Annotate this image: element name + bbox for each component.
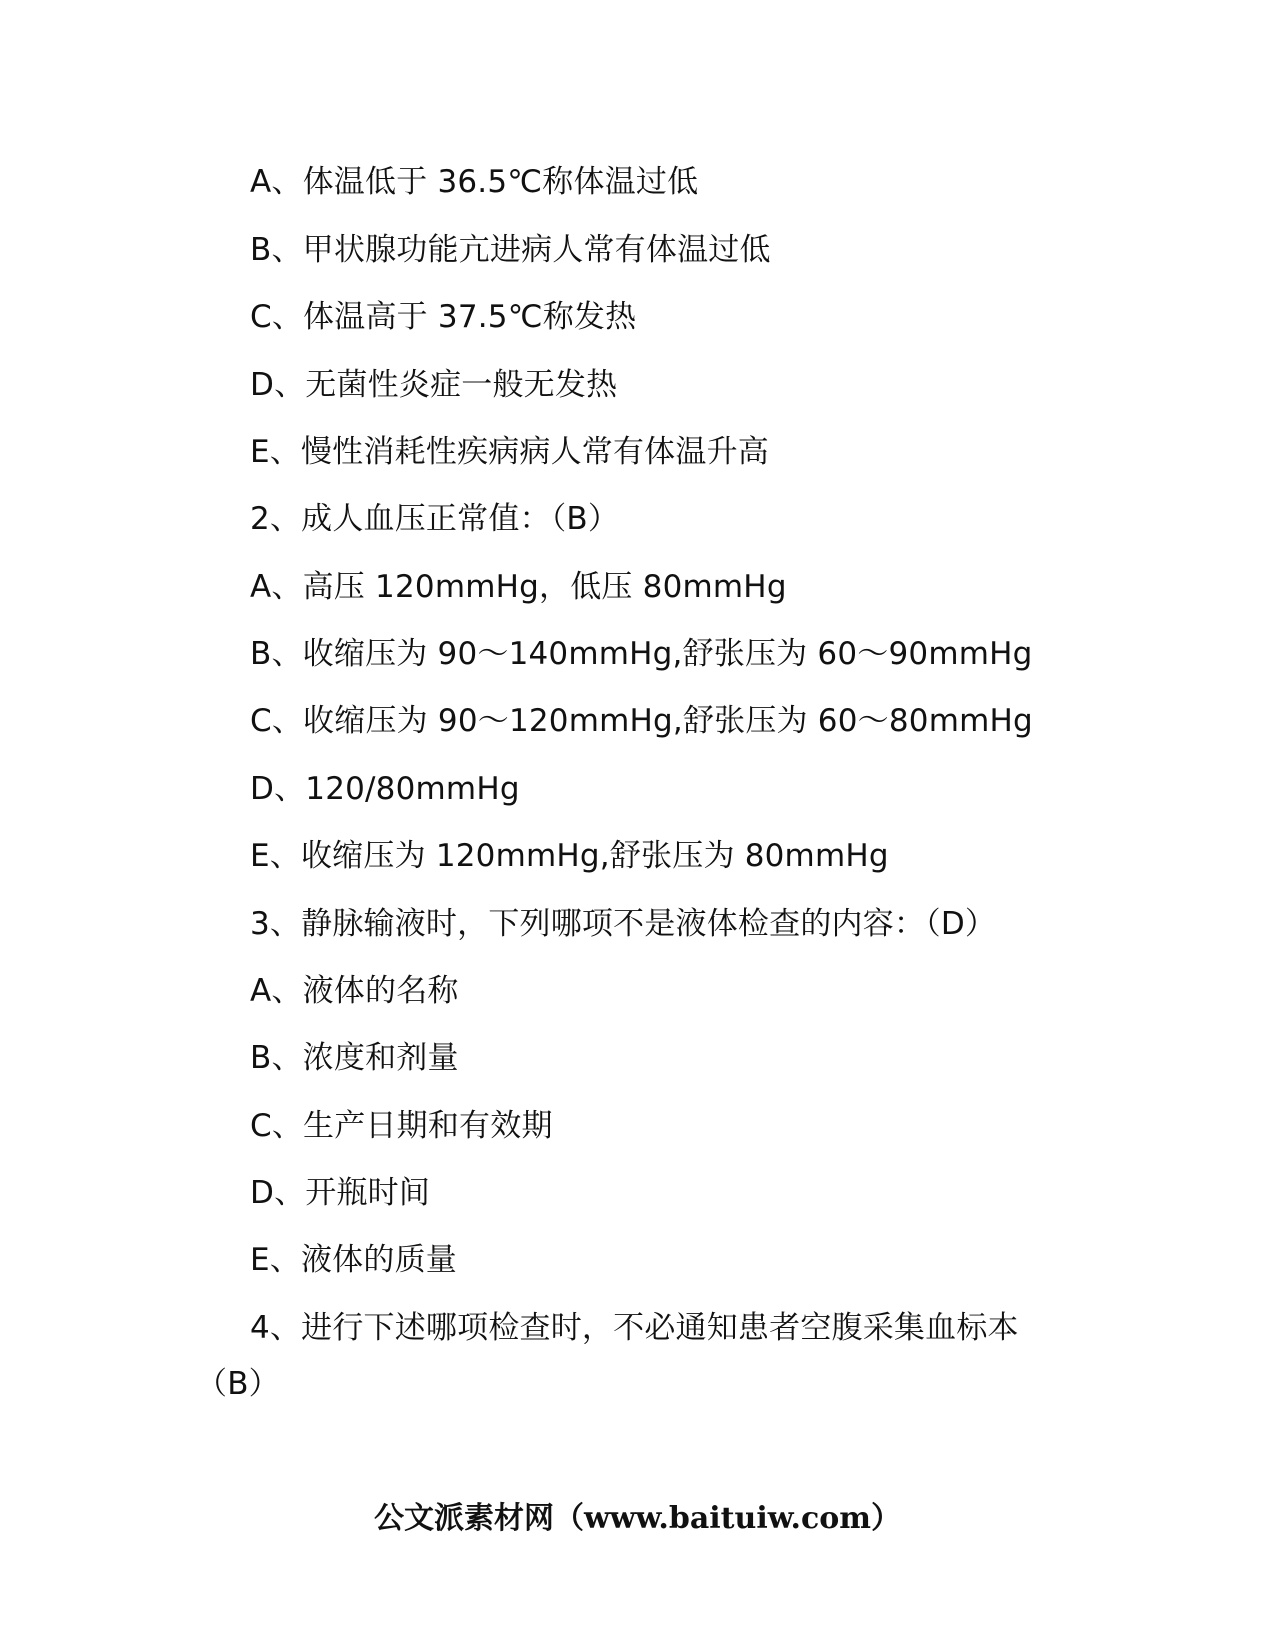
option-line: C、收缩压为 90～120mmHg,舒张压为 60～80mmHg (250, 703, 1033, 739)
question-line: 3、静脉输液时，下列哪项不是液体检查的内容：（D） (250, 906, 997, 942)
question-line-continuation: （B） (196, 1366, 280, 1402)
option-line: B、甲状腺功能亢进病人常有体温过低 (250, 232, 771, 268)
option-line: E、慢性消耗性疾病病人常有体温升高 (250, 434, 769, 470)
option-line: C、体温高于 37.5℃称发热 (250, 299, 637, 335)
footer-watermark: 公文派素材网（www.baituiw.com） (373, 1501, 902, 1536)
question-line: 2、成人血压正常值：（B） (250, 501, 620, 537)
option-line: E、收缩压为 120mmHg,舒张压为 80mmHg (250, 838, 889, 874)
question-line: 4、进行下述哪项检查时，不必通知患者空腹采集血标本 (250, 1310, 1019, 1346)
option-line: E、液体的质量 (250, 1242, 457, 1278)
option-line: B、收缩压为 90～140mmHg,舒张压为 60～90mmHg (250, 636, 1033, 672)
option-line: A、高压 120mmHg，低压 80mmHg (250, 569, 787, 605)
option-line: B、浓度和剂量 (250, 1040, 459, 1076)
option-line: C、生产日期和有效期 (250, 1108, 553, 1144)
option-line: A、液体的名称 (250, 973, 459, 1009)
option-line: D、120/80mmHg (250, 771, 520, 807)
option-line: D、无菌性炎症一般无发热 (250, 367, 618, 403)
option-line: A、体温低于 36.5℃称体温过低 (250, 164, 699, 200)
option-line: D、开瓶时间 (250, 1175, 431, 1211)
